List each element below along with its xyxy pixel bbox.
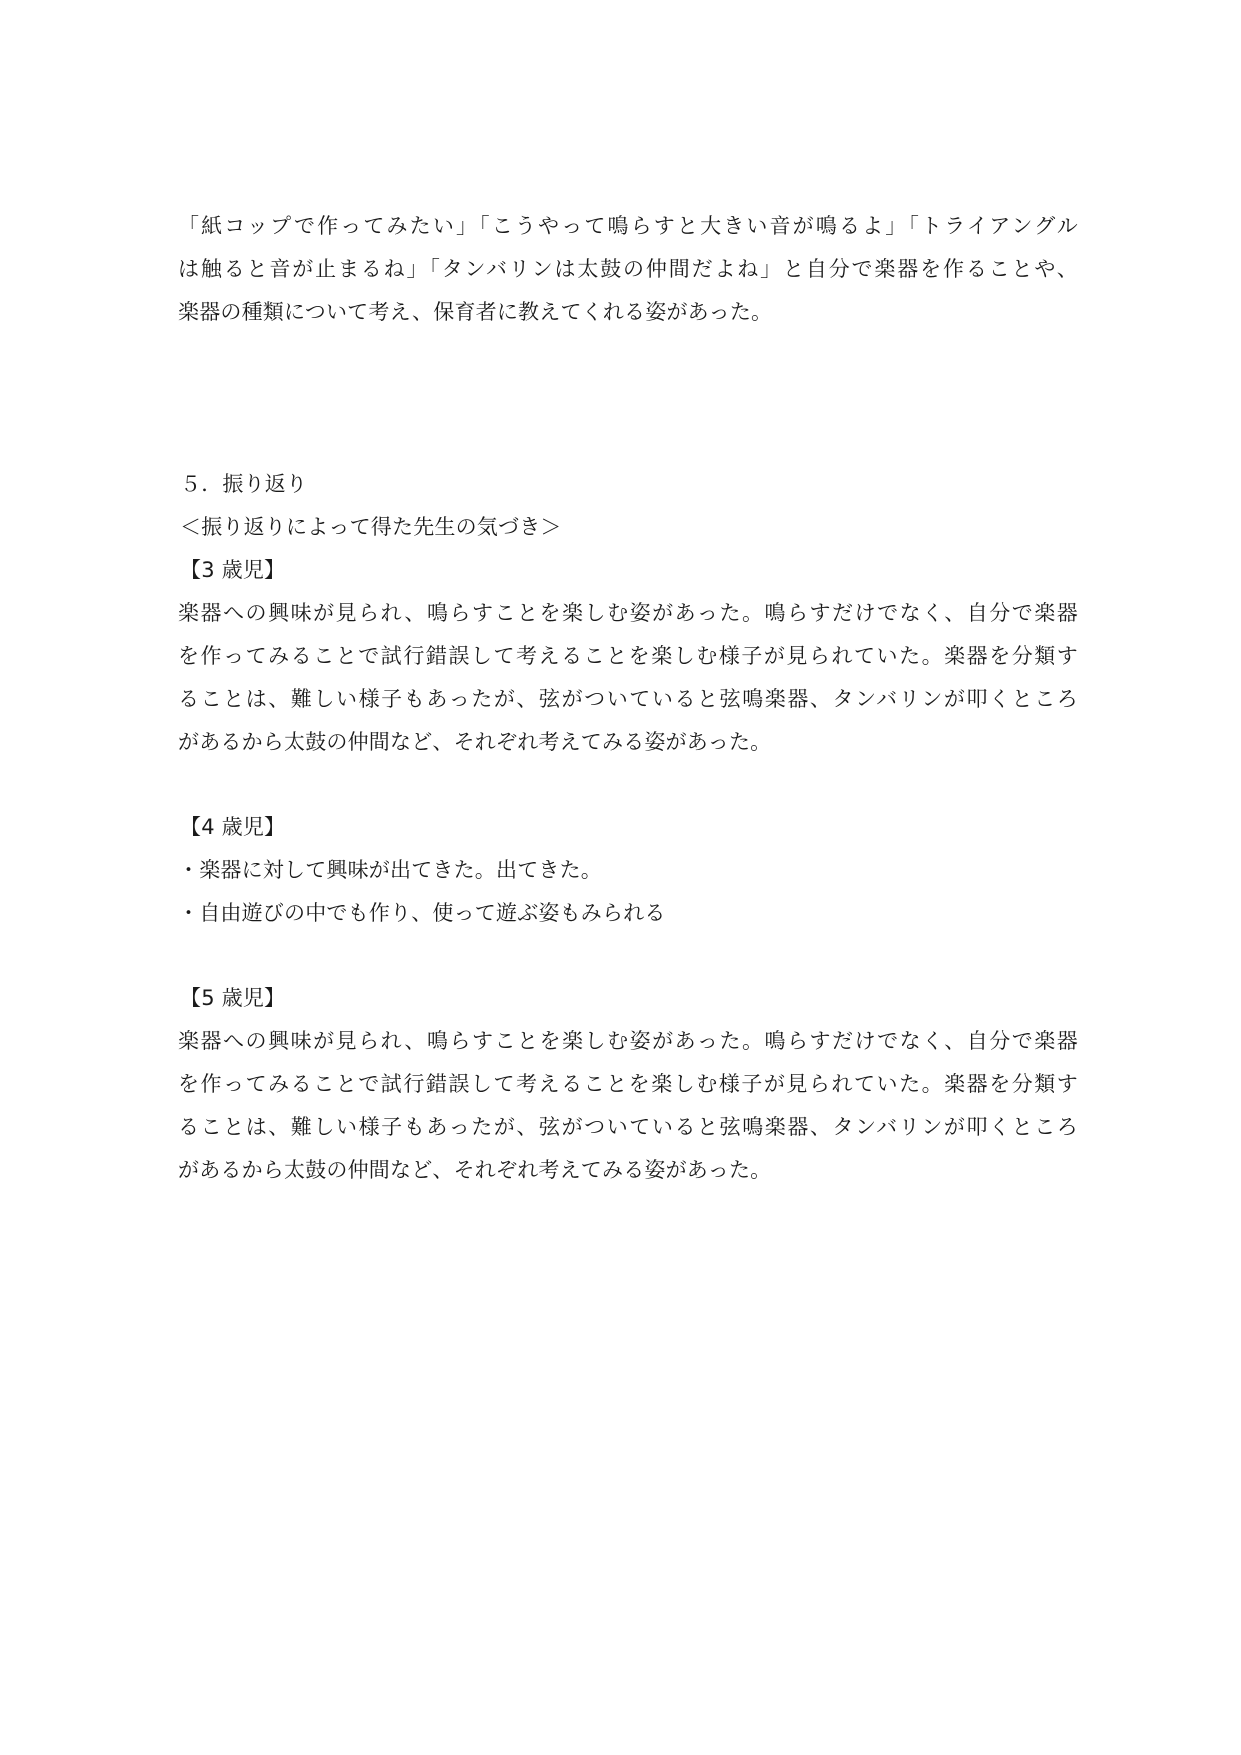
age3-line-2: を作ってみることで試行錯誤して考えることを楽しむ様子が見られていた。楽器を分類す (178, 644, 1078, 668)
age3-line-4: があるから太鼓の仲間など、それぞれ考えてみる姿があった。 (178, 730, 772, 754)
age5-line-2: を作ってみることで試行錯誤して考えることを楽しむ様子が見られていた。楽器を分類す (178, 1072, 1078, 1096)
age4-bullet-1: ・楽器に対して興味が出てきた。出てきた。 (178, 858, 602, 882)
intro-line-2: は触ると音が止まるね」「タンバリンは太鼓の仲間だよね」と自分で楽器を作ることや、 (178, 257, 1078, 281)
age5-line-1: 楽器への興味が見られ、鳴らすことを楽しむ姿があった。鳴らすだけでなく、自分で楽器 (178, 1029, 1078, 1053)
section-subheading: ＜振り返りによって得た先生の気づき＞ (180, 515, 562, 539)
age5-line-4: があるから太鼓の仲間など、それぞれ考えてみる姿があった。 (178, 1158, 772, 1182)
age5-line-3: ることは、難しい様子もあったが、弦がついていると弦鳴楽器、タンバリンが叩くところ (178, 1115, 1078, 1139)
intro-line-1: 「紙コップで作ってみたい」「こうやって鳴らすと大きい音が鳴るよ」「トライアングル (178, 214, 1078, 238)
intro-line-3: 楽器の種類について考え、保育者に教えてくれる姿があった。 (178, 300, 773, 324)
age3-label: 【3 歳児】 (180, 558, 286, 582)
age5-label: 【5 歳児】 (180, 986, 286, 1010)
age4-label: 【4 歳児】 (180, 815, 286, 839)
age4-bullet-2: ・自由遊びの中でも作り、使って遊ぶ姿もみられる (178, 901, 666, 925)
age3-line-1: 楽器への興味が見られ、鳴らすことを楽しむ姿があった。鳴らすだけでなく、自分で楽器 (178, 601, 1078, 625)
age3-line-3: ることは、難しい様子もあったが、弦がついていると弦鳴楽器、タンバリンが叩くところ (178, 687, 1078, 711)
section-heading: ５．振り返り (180, 472, 308, 496)
